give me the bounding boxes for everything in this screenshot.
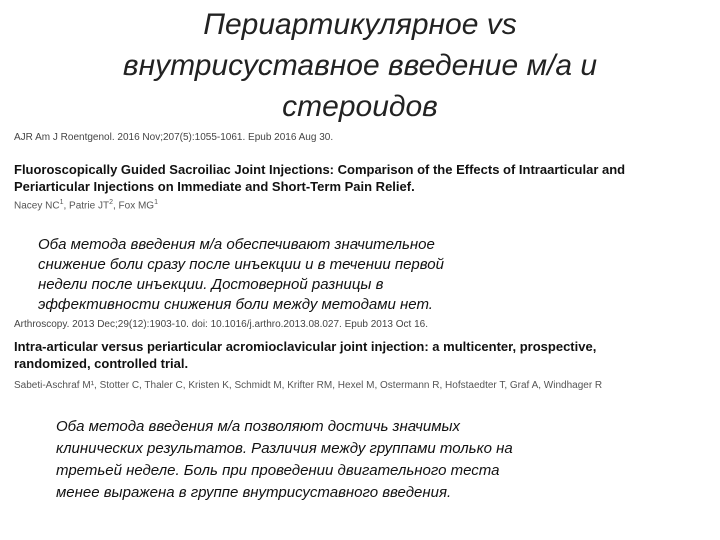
author-name: Patrie JT [69, 200, 110, 212]
slide-title [40, 4, 680, 127]
slide-title-line: внутрисуставное введение м/а и [122, 49, 598, 82]
summary-line: третьей неделе. Боль при проведении двигательного теста [56, 462, 500, 479]
reference-2-authors: Sabeti-Aschraf M¹, Stotter C, Thaler C, Kristen K, Schmidt M, Krifter RM, Hexel M, Ostermann R, Hofstaedter T, Graf A, Windhager R [14, 380, 603, 391]
slide-title-line: Периартикулярное vs [203, 8, 517, 41]
reference-1-title-line: Fluoroscopically Guided Sacroiliac Joint Injections: Comparison of the Effects of Intraarticular and [14, 162, 626, 177]
reference-1-summary [38, 235, 558, 313]
slide-title-line: стероидов [282, 90, 438, 123]
summary-line: клинических результатов. Различия между группами только на [56, 440, 513, 457]
reference-2-title-line: Intra-articular versus periarticular acromioclavicular joint injection: a multicenter, prospective, [14, 339, 597, 354]
author-name: Nacey NC [14, 200, 60, 212]
summary-line: снижение боли сразу после инъекции и в течении первой [38, 256, 444, 273]
reference-2-title [14, 338, 596, 372]
reference-1-title-line: Periarticular Injections on Immediate and Short-Term Pain Relief. [14, 179, 415, 194]
author-name: Fox MG [118, 200, 155, 212]
summary-line: эффективности снижения боли между методами нет. [38, 296, 433, 313]
reference-1-citation: AJR Am J Roentgenol. 2016 Nov;207(5):1055-1061. Epub 2016 Aug 30. [14, 132, 334, 143]
author-affiliation: 1 [59, 199, 64, 206]
author-affiliation: 2 [109, 199, 113, 206]
reference-1-authors: Nacey $NC^1$, Patrie $JT^2$, Fox $MG^1$ [14, 199, 158, 212]
reference-2-citation: Arthroscopy. 2013 Dec;29(12):1903-10. doi: 10.1016/j.arthro.2013.08.027. Epub 2013 Oct 16. [14, 319, 428, 330]
reference-2-title-line: randomized, controlled trial. [14, 356, 189, 371]
author-affiliation: 1 [154, 199, 158, 206]
summary-line: недели после инъекции. Достоверной разницы в [38, 276, 384, 293]
summary-line: Оба метода введения м/а позволяют достичь значимых [56, 418, 461, 435]
reference-2-summary [56, 416, 656, 504]
summary-line: Оба метода введения м/а обеспечивают значительное [38, 236, 435, 253]
summary-line: менее выражена в группе внутрисуставного введения. [56, 484, 452, 501]
reference-1-title [14, 161, 625, 195]
